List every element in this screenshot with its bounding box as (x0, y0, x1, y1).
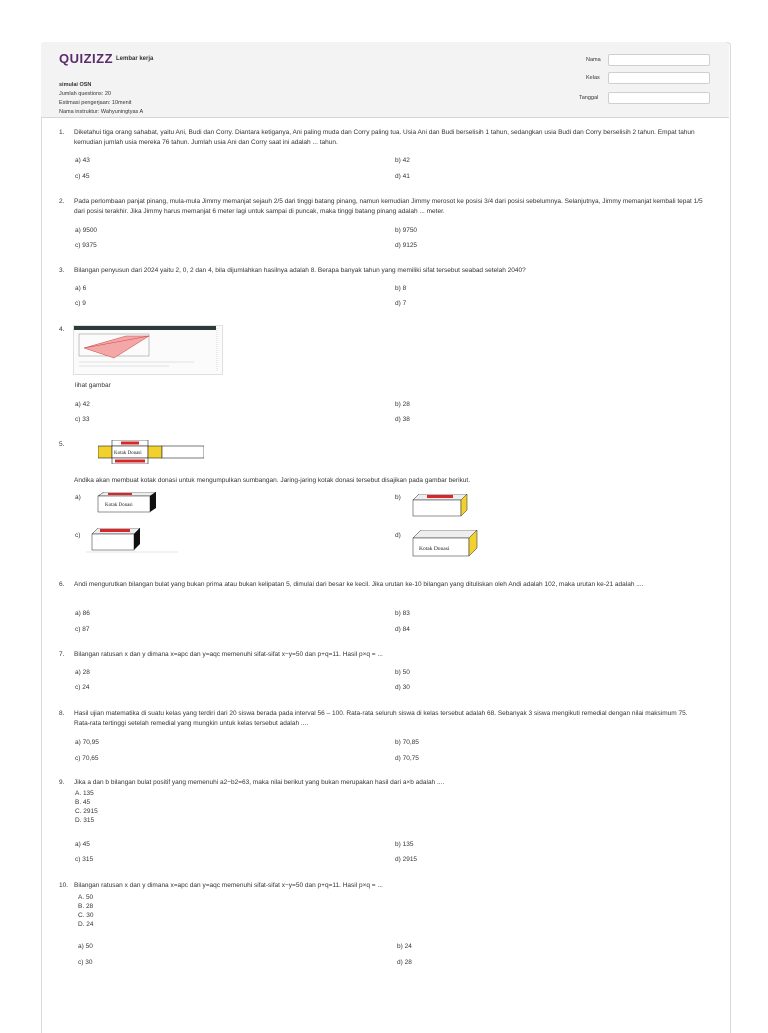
option-d[interactable]: d) 2915 (395, 856, 418, 863)
option-c[interactable]: c) 315 (75, 856, 94, 863)
choice-item: B. 28 (78, 903, 94, 910)
question-number: 9. (59, 779, 65, 786)
option-a-box-image (90, 492, 160, 516)
option-a[interactable]: a) 45 (75, 841, 90, 848)
option-d[interactable]: d) 30 (395, 684, 410, 691)
class-field[interactable] (608, 72, 710, 84)
instructor-name: Nama instruktur: Wahyuningtyas A (59, 109, 144, 115)
option-b[interactable]: b) 83 (395, 610, 410, 617)
option-c-box-image (86, 528, 178, 553)
date-field[interactable] (608, 92, 710, 104)
option-b[interactable]: b) 8 (395, 285, 407, 292)
question-text: lihat gambar (75, 382, 111, 389)
name-field[interactable] (608, 54, 710, 66)
box-label: Kotak Donasi (114, 451, 142, 456)
option-a[interactable]: a) 43 (75, 157, 90, 164)
option-a[interactable]: a) 9500 (75, 227, 98, 234)
choice-item: A. 135 (75, 790, 94, 797)
choice-item: D. 24 (78, 921, 94, 928)
question-text: Andi mengurutkan bilangan bulat yang bukan prima atau bukan kelipatan 5, dimulai dari besar ke kecil. Jika urutan ke-10 bilangan yang dituliskan oleh Andi adalah 102, maka urutan ke-21 adalah .... (74, 581, 644, 588)
option-a[interactable]: a) (75, 494, 81, 501)
option-b[interactable]: b) 70,85 (395, 739, 419, 746)
class-label: Kelas (586, 75, 600, 81)
name-label: Nama (586, 57, 601, 63)
option-c[interactable]: c) 9375 (75, 242, 97, 249)
option-a[interactable]: a) 86 (75, 610, 90, 617)
option-d[interactable]: d) 84 (395, 626, 410, 633)
option-b[interactable]: b) 135 (395, 841, 414, 848)
question-4-figure (73, 325, 223, 375)
question-number: 4. (59, 326, 65, 333)
option-d[interactable]: d) 28 (397, 959, 412, 966)
question-number: 6. (59, 581, 65, 588)
choice-item: C. 2915 (75, 808, 98, 815)
question-text: Diketahui tiga orang sahabat, yaitu Ani, Budi dan Corry. Diantara ketiganya, Ani paling muda dan Corry paling tua. Usia Ani dan Budi berselisih 1 tahun, sedangkan usia Budi dan Corry berselisih 2 tahun. Empat tahun kemudian jumlah usia mereka 76 tahun. Jumlah usia Ani dan Corry saat ini adalah ... tahun. (74, 129, 695, 146)
option-d[interactable]: d) 41 (395, 173, 410, 180)
worksheet-subtitle: Lembar kerja (116, 56, 154, 62)
option-d[interactable]: d) 70,75 (395, 755, 419, 762)
option-c[interactable]: c) 24 (75, 684, 90, 691)
option-d[interactable]: d) (395, 532, 401, 539)
date-label: Tanggal (579, 95, 599, 101)
option-b-box-image (407, 494, 515, 518)
question-number: 1. (59, 129, 65, 136)
question-number: 7. (59, 651, 65, 658)
triangle-diagram-image (74, 326, 222, 374)
option-c[interactable]: c) 33 (75, 416, 90, 423)
question-text: Jika a dan b bilangan bulat positif yang memenuhi a2−b2=63, maka nilai berikut yang bukan merupakan hasil dari a×b adalah .... (74, 779, 445, 786)
choice-item: D. 315 (75, 817, 95, 824)
question-number: 5. (59, 441, 65, 448)
estimated-time: Estimasi pengerjaan: 10menit (59, 100, 132, 106)
option-b[interactable]: b) 24 (397, 943, 412, 950)
quiz-title: simulai OSN (59, 82, 92, 88)
option-b[interactable]: b) (395, 494, 401, 501)
option-c[interactable]: c) 45 (75, 173, 90, 180)
question-text: Hasil ujian matematika di suatu kelas yang terdiri dari 20 siswa berada pada interval 56 – 100. Rata-rata seluruh siswa di kelas tersebut adalah 68. Sebanyak 3 siswa mengikuti remedial dengan nilai maksimum 75. Rata-rata tertinggi setelah remedial yang mungkin untuk kelas tersebut adalah .... (74, 710, 688, 727)
question-number: 10. (59, 882, 69, 889)
option-a[interactable]: a) 50 (78, 943, 93, 950)
option-c[interactable]: c) 87 (75, 626, 90, 633)
option-a[interactable]: a) 28 (75, 669, 90, 676)
option-b[interactable]: b) 9750 (395, 227, 418, 234)
donation-box-net-image (98, 440, 204, 464)
box-label: Kotak Donasi (105, 503, 133, 508)
question-text: Andika akan membuat kotak donasi untuk mengumpulkan sumbangan. Jaring-jaring kotak donasi tersebut disajikan pada gambar berikut. (74, 477, 471, 484)
option-c[interactable]: c) (75, 532, 81, 539)
option-d[interactable]: d) 7 (395, 300, 407, 307)
option-a[interactable]: a) 6 (75, 285, 87, 292)
question-number: 8. (59, 710, 65, 717)
question-count: Jumlah questions: 20 (59, 91, 111, 97)
question-10-choices (78, 893, 94, 929)
question-9-choices (75, 789, 98, 825)
option-a[interactable]: a) 70,95 (75, 739, 99, 746)
option-b[interactable]: b) 42 (395, 157, 410, 164)
question-number: 3. (59, 267, 65, 274)
question-text: Bilangan ratusan x dan y dimana x=apc dan y=aqc memenuhi sifat-sifat x−y=50 dan p+q=11. Hasil p×q = ... (74, 882, 383, 889)
question-text: Bilangan penyusun dari 2024 yaitu 2, 0, 2 dan 4, bila dijumlahkan hasilnya adalah 8. Berapa banyak tahun yang memiliki sifat tersebut seabad setelah 2040? (74, 267, 526, 274)
option-d[interactable]: d) 9125 (395, 242, 418, 249)
box-label: Kotak Donasi (419, 546, 450, 552)
quizizz-logo: QUIZIZZ (59, 51, 114, 66)
option-c[interactable]: c) 30 (78, 959, 93, 966)
option-d-box-image (407, 530, 487, 558)
question-text: Bilangan ratusan x dan y dimana x=apc dan y=aqc memenuhi sifat-sifat x−y=50 dan p+q=11. Hasil p×q = ... (74, 651, 383, 658)
worksheet-header (41, 42, 729, 118)
question-number: 2. (59, 198, 65, 205)
choice-item: C. 30 (78, 912, 94, 919)
option-c[interactable]: c) 70,65 (75, 755, 99, 762)
option-b[interactable]: b) 28 (395, 401, 410, 408)
choice-item: B. 45 (75, 799, 91, 806)
choice-item: A. 50 (78, 894, 94, 901)
option-a[interactable]: a) 42 (75, 401, 90, 408)
question-text: Pada perlombaan panjat pinang, mula-mula Jimmy memanjat sejauh 2/5 dari tinggi batang pinang, namun kemudian Jimmy merosot ke posisi 3/4 dari posisi sebelumnya. Selanjutnya, Jimmy memanjat kembali tepat 1/5 dari posisi terakhir. Jika Jimmy harus memanjat 6 meter lagi untuk sampai di puncak, maka tinggi batang pinang adalah ... meter. (74, 198, 703, 215)
option-b[interactable]: b) 50 (395, 669, 410, 676)
option-c[interactable]: c) 9 (75, 300, 86, 307)
option-d[interactable]: d) 38 (395, 416, 410, 423)
